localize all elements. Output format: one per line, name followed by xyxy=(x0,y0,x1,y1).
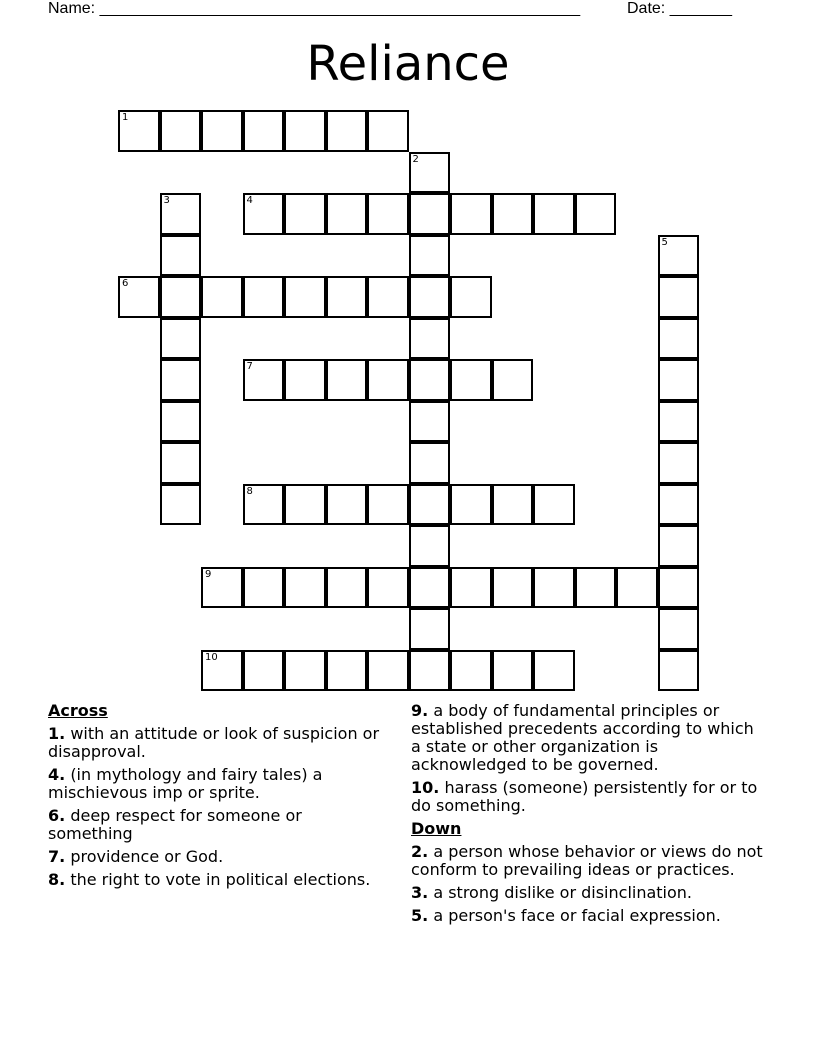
clue-number: 8. xyxy=(48,870,66,889)
grid-cell[interactable] xyxy=(326,650,368,692)
grid-cell[interactable] xyxy=(575,193,617,235)
grid-cell[interactable] xyxy=(533,484,575,526)
grid-cell[interactable] xyxy=(243,276,285,318)
grid-cell[interactable] xyxy=(284,110,326,152)
grid-cell[interactable] xyxy=(326,484,368,526)
name-field-label: Name: ______________________________________________________ xyxy=(48,0,581,17)
clue-text: a person whose behavior or views do not conform to prevailing ideas or practices. xyxy=(411,842,763,879)
grid-cell[interactable] xyxy=(492,193,534,235)
grid-cell[interactable] xyxy=(326,359,368,401)
grid-cell[interactable] xyxy=(243,567,285,609)
grid-cell[interactable] xyxy=(409,152,451,194)
grid-cell[interactable] xyxy=(243,484,285,526)
puzzle-title: Reliance xyxy=(306,36,510,92)
clue-number: 10. xyxy=(411,778,440,797)
grid-cell[interactable] xyxy=(658,276,700,318)
clue-number: 9. xyxy=(411,701,429,720)
clue-text: (in mythology and fairy tales) a mischievous imp or sprite. xyxy=(48,765,323,802)
grid-cell[interactable] xyxy=(284,650,326,692)
grid-cell[interactable] xyxy=(243,193,285,235)
clue-text: a person's face or facial expression. xyxy=(433,906,721,925)
clue-text: a body of fundamental principles or established precedents according to which a state or other organization is acknowledged to be governed. xyxy=(411,701,754,774)
grid-cell[interactable] xyxy=(284,276,326,318)
grid-cell[interactable] xyxy=(409,276,451,318)
clue-number-label: 2 xyxy=(412,153,419,165)
grid-cell[interactable] xyxy=(492,359,534,401)
grid-cell[interactable] xyxy=(367,110,409,152)
grid-cell[interactable] xyxy=(658,608,700,650)
grid-cell[interactable] xyxy=(284,193,326,235)
grid-cell[interactable] xyxy=(201,650,243,692)
clue-number: 6. xyxy=(48,806,66,825)
grid-cell[interactable] xyxy=(160,110,202,152)
grid-cell[interactable] xyxy=(284,567,326,609)
clue-number-label: 1 xyxy=(122,112,129,123)
grid-cell[interactable] xyxy=(326,110,368,152)
grid-cell[interactable] xyxy=(160,442,202,484)
grid-cell[interactable] xyxy=(243,110,285,152)
grid-cell[interactable] xyxy=(658,235,700,277)
grid-cell[interactable] xyxy=(367,359,409,401)
grid-cell[interactable] xyxy=(409,608,451,650)
grid-cell[interactable] xyxy=(450,567,492,609)
grid-cell[interactable] xyxy=(492,484,534,526)
grid-cell[interactable] xyxy=(243,650,285,692)
clues-column-left xyxy=(48,702,388,894)
grid-cell[interactable] xyxy=(326,276,368,318)
grid-cell[interactable] xyxy=(160,235,202,277)
grid-cell[interactable] xyxy=(409,525,451,567)
across-clue xyxy=(48,766,388,802)
grid-cell[interactable] xyxy=(658,525,700,567)
grid-cell[interactable] xyxy=(575,567,617,609)
grid-cell[interactable] xyxy=(658,401,700,443)
grid-cell[interactable] xyxy=(118,110,160,152)
grid-cell[interactable] xyxy=(409,567,451,609)
across-clue xyxy=(411,779,766,815)
grid-cell[interactable] xyxy=(409,193,451,235)
grid-cell[interactable] xyxy=(160,359,202,401)
across-clue xyxy=(48,807,388,843)
down-heading: Down xyxy=(411,819,462,838)
grid-cell[interactable] xyxy=(533,650,575,692)
grid-cell[interactable] xyxy=(160,401,202,443)
clue-text: a strong dislike or disinclination. xyxy=(433,883,693,902)
down-clue xyxy=(411,843,766,879)
grid-cell[interactable] xyxy=(367,567,409,609)
grid-cell[interactable] xyxy=(409,484,451,526)
grid-cell[interactable] xyxy=(616,567,658,609)
clue-text: the right to vote in political elections. xyxy=(70,870,371,889)
grid-cell[interactable] xyxy=(450,484,492,526)
clue-number: 3. xyxy=(411,883,429,902)
grid-cell[interactable] xyxy=(658,318,700,360)
grid-cell[interactable] xyxy=(658,442,700,484)
grid-cell[interactable] xyxy=(492,650,534,692)
grid-cell[interactable] xyxy=(533,193,575,235)
grid-cell[interactable] xyxy=(367,193,409,235)
grid-cell[interactable] xyxy=(450,359,492,401)
clue-text: with an attitude or look of suspicion or disapproval. xyxy=(48,724,380,761)
across-clue xyxy=(411,702,766,774)
grid-cell[interactable] xyxy=(658,650,700,692)
grid-cell[interactable] xyxy=(367,276,409,318)
clue-number-label: 9 xyxy=(205,568,212,580)
down-clue xyxy=(411,907,766,925)
grid-cell[interactable] xyxy=(367,650,409,692)
across-clue xyxy=(48,848,388,866)
grid-cell[interactable] xyxy=(409,442,451,484)
grid-cell[interactable] xyxy=(201,110,243,152)
clue-number-label: 6 xyxy=(122,278,129,289)
grid-cell[interactable] xyxy=(284,359,326,401)
clue-number-label: 8 xyxy=(246,485,253,497)
grid-cell[interactable] xyxy=(326,567,368,609)
grid-cell[interactable] xyxy=(658,567,700,609)
grid-cell[interactable] xyxy=(409,401,451,443)
clue-number-label: 10 xyxy=(205,651,218,663)
clue-number: 7. xyxy=(48,847,66,866)
clue-number-label: 7 xyxy=(246,361,253,372)
clue-number-label: 4 xyxy=(246,195,253,206)
grid-cell[interactable] xyxy=(409,235,451,277)
grid-cell[interactable] xyxy=(201,276,243,318)
clue-number: 4. xyxy=(48,765,66,784)
clue-number: 2. xyxy=(411,842,429,861)
grid-cell[interactable] xyxy=(160,193,202,235)
grid-cell[interactable] xyxy=(450,193,492,235)
clue-number: 1. xyxy=(48,724,66,743)
grid-cell[interactable] xyxy=(326,193,368,235)
grid-cell[interactable] xyxy=(118,276,160,318)
clue-number: 5. xyxy=(411,906,429,925)
grid-cell[interactable] xyxy=(160,318,202,360)
across-clue xyxy=(48,871,388,889)
grid-cell[interactable] xyxy=(450,650,492,692)
clue-number-label: 5 xyxy=(661,236,668,248)
grid-cell[interactable] xyxy=(409,359,451,401)
clues-column-right xyxy=(411,702,766,930)
grid-cell[interactable] xyxy=(243,359,285,401)
grid-cell[interactable] xyxy=(284,484,326,526)
date-field-label: Date: _______ xyxy=(627,0,732,17)
grid-cell[interactable] xyxy=(533,567,575,609)
grid-cell[interactable] xyxy=(658,484,700,526)
grid-cell[interactable] xyxy=(658,359,700,401)
clue-number-label: 3 xyxy=(163,195,170,206)
grid-cell[interactable] xyxy=(409,650,451,692)
grid-cell[interactable] xyxy=(492,567,534,609)
down-clue xyxy=(411,884,766,902)
grid-cell[interactable] xyxy=(367,484,409,526)
grid-cell[interactable] xyxy=(201,567,243,609)
clue-text: providence or God. xyxy=(70,847,224,866)
grid-cell[interactable] xyxy=(450,276,492,318)
across-heading: Across xyxy=(48,701,108,720)
across-clue xyxy=(48,725,388,761)
clue-text: deep respect for someone or something xyxy=(48,806,302,843)
clue-text: harass (someone) persistently for or to do something. xyxy=(411,778,758,815)
grid-cell[interactable] xyxy=(160,484,202,526)
grid-cell[interactable] xyxy=(409,318,451,360)
grid-cell[interactable] xyxy=(160,276,202,318)
